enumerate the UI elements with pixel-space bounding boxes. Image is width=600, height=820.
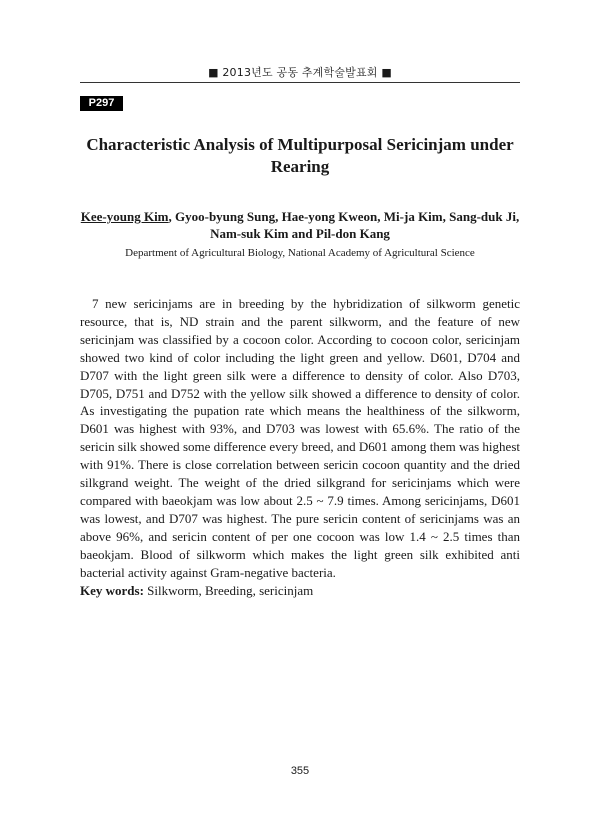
first-author: Kee-young Kim [80,209,169,224]
abstract-body: 7 new sericinjams are in breeding by the hybridization of silkworm genetic resource, that is, ND strain and the parent silkworm, and the feature of new sericinjam was classified by a cocoon color. According to cocoon color, sericinjam showed two kind of color including the light green and yellow. D601, D704 and D707 with the light green silk were a difference to density of color. Also D703, D705, D751 and D752 with the yellow silk showed a difference to density of color. As investigating the pupation rate which means the healthiness of the silkworm, D601 was highest with 93%, and D703 was lowest with 65.6%. The ratio of the sericin silk showed some difference every breed, and D601 among them was highest with 91%. There is close correlation between sericin cocoon quantity and the dried silkgrand weight. The weight of the dried silkgrand for sericinjams which were compared with baeokjam was low about 2.5 ~ 7.9 times. Among sericinjams, D601 was lowest, and D707 was highest. The pure sericin content of sericinjams was an above 96%, and sericin content of per one cocoon was low 1.4 ~ 2.5 times than baeokjam. Blood of silkworm which makes the light green silk exhibited anti bacterial activity against Gram-negative bacteria. [80,296,520,580]
paper-title: Characteristic Analysis of Multipurposal Sericinjam under Rearing [86,135,514,176]
keywords-label: Key words: [80,583,144,598]
author-list [80,208,520,242]
keywords-text: Silkworm, Breeding, sericinjam [143,583,314,598]
poster-number-badge: P297 [80,96,123,111]
page-number: 355 [290,765,310,777]
header-rule [80,82,520,83]
affiliation: Department of Agricultural Biology, National Academy of Agricultural Science [125,247,475,259]
keywords [80,582,520,599]
coauthors: , Gyoo-byung Sung, Hae-yong Kweon, Mi-ja Kim, Sang-duk Ji, Nam-suk Kim and Pil-don Kang [168,209,520,241]
running-header: ■ 2013년도 공동 추계학술발표회 ■ [208,66,392,79]
